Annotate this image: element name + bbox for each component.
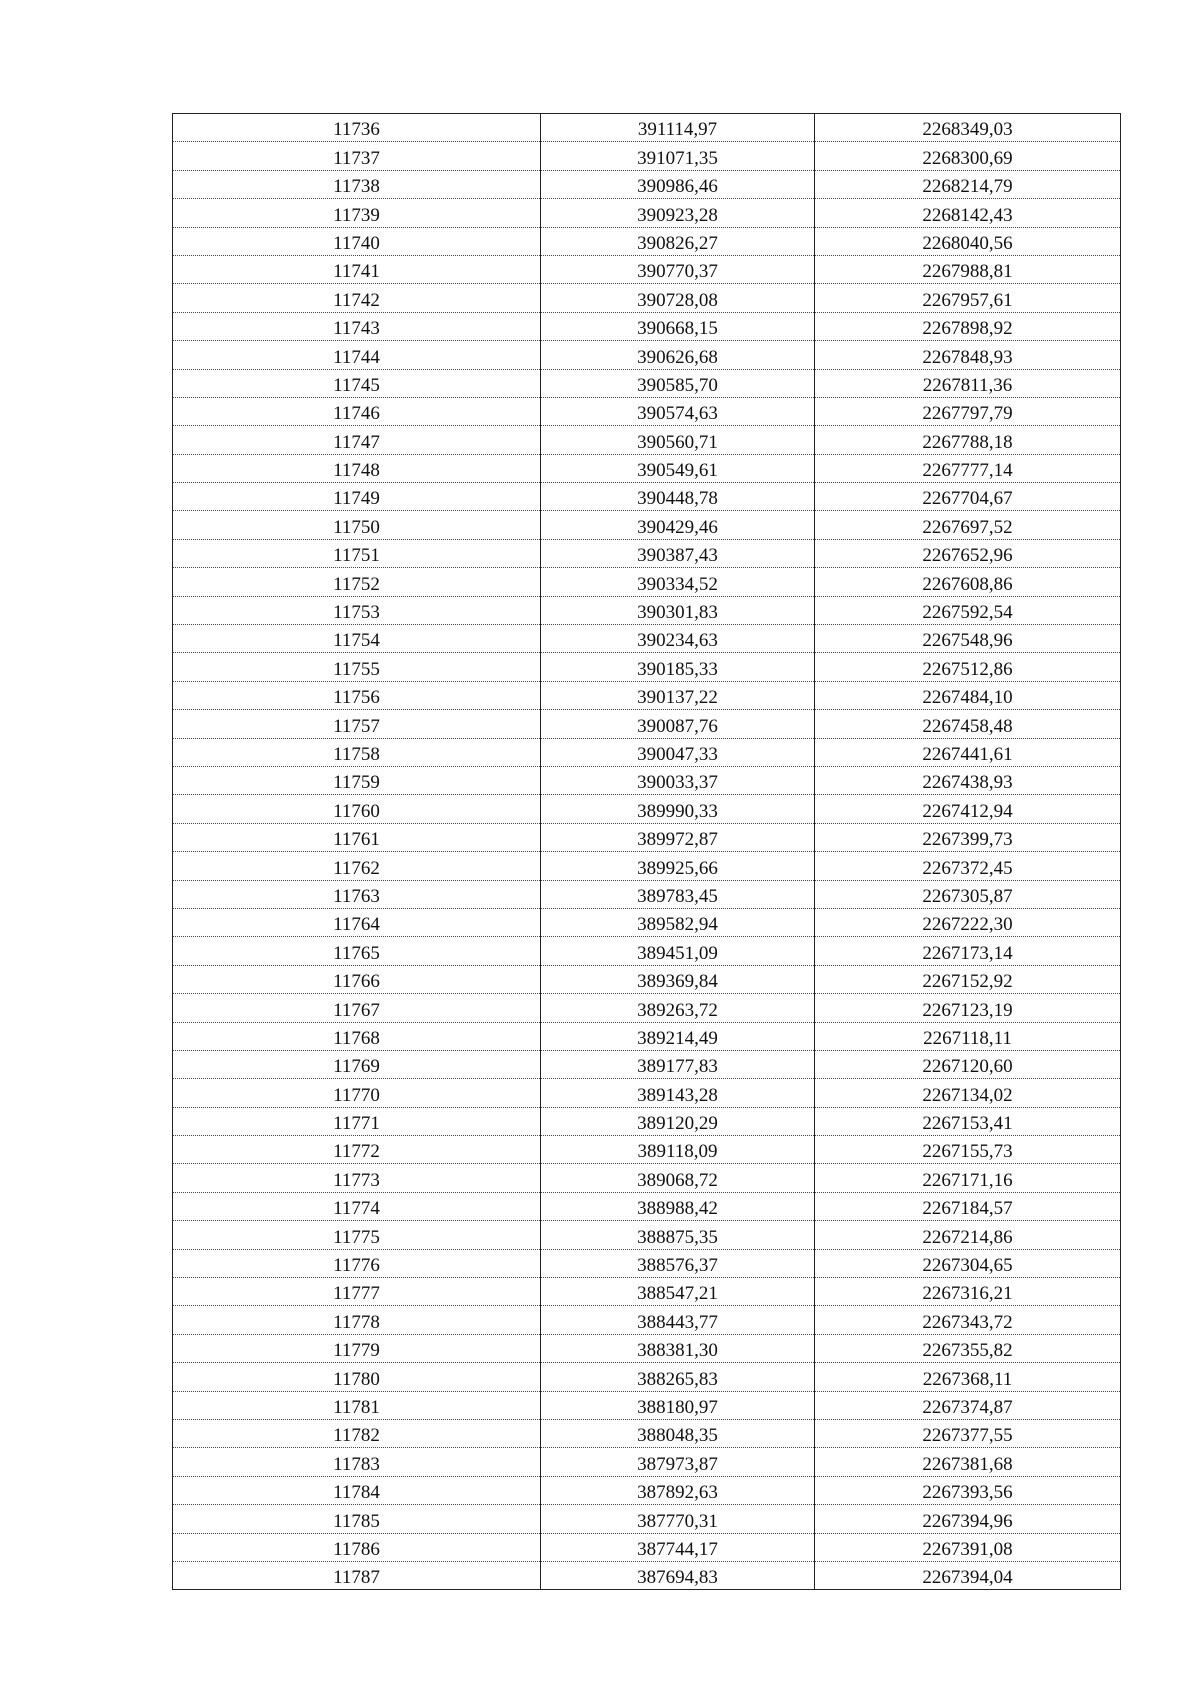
point-number-cell: 11749 bbox=[173, 483, 541, 511]
point-number-cell: 11755 bbox=[173, 653, 541, 681]
y-coordinate-cell: 2267697,52 bbox=[815, 511, 1121, 539]
point-number-cell: 11740 bbox=[173, 227, 541, 255]
point-number-cell: 11750 bbox=[173, 511, 541, 539]
point-number-cell: 11765 bbox=[173, 937, 541, 965]
x-coordinate-cell: 388988,42 bbox=[541, 1192, 815, 1220]
point-number-cell: 11738 bbox=[173, 170, 541, 198]
point-number-cell: 11752 bbox=[173, 568, 541, 596]
y-coordinate-cell: 2267214,86 bbox=[815, 1221, 1121, 1249]
y-coordinate-cell: 2267153,41 bbox=[815, 1107, 1121, 1135]
point-number-cell: 11776 bbox=[173, 1249, 541, 1277]
y-coordinate-cell: 2267399,73 bbox=[815, 823, 1121, 851]
x-coordinate-cell: 389068,72 bbox=[541, 1164, 815, 1192]
x-coordinate-cell: 390301,83 bbox=[541, 596, 815, 624]
y-coordinate-cell: 2267173,14 bbox=[815, 937, 1121, 965]
x-coordinate-cell: 389143,28 bbox=[541, 1079, 815, 1107]
table-row bbox=[173, 1448, 1121, 1476]
table-row bbox=[173, 738, 1121, 766]
y-coordinate-cell: 2267412,94 bbox=[815, 795, 1121, 823]
x-coordinate-cell: 390923,28 bbox=[541, 199, 815, 227]
x-coordinate-cell: 391071,35 bbox=[541, 142, 815, 170]
x-coordinate-cell: 390429,46 bbox=[541, 511, 815, 539]
y-coordinate-cell: 2267184,57 bbox=[815, 1192, 1121, 1220]
y-coordinate-cell: 2267152,92 bbox=[815, 965, 1121, 993]
x-coordinate-cell: 390387,43 bbox=[541, 539, 815, 567]
x-coordinate-cell: 389263,72 bbox=[541, 994, 815, 1022]
x-coordinate-cell: 389990,33 bbox=[541, 795, 815, 823]
table-row bbox=[173, 255, 1121, 283]
table-row bbox=[173, 1136, 1121, 1164]
y-coordinate-cell: 2267374,87 bbox=[815, 1391, 1121, 1419]
y-coordinate-cell: 2267368,11 bbox=[815, 1363, 1121, 1391]
table-row bbox=[173, 114, 1121, 142]
table-row bbox=[173, 1561, 1121, 1589]
point-number-cell: 11753 bbox=[173, 596, 541, 624]
x-coordinate-cell: 390087,76 bbox=[541, 710, 815, 738]
y-coordinate-cell: 2267394,04 bbox=[815, 1561, 1121, 1589]
x-coordinate-cell: 387744,17 bbox=[541, 1533, 815, 1561]
table-row bbox=[173, 823, 1121, 851]
y-coordinate-cell: 2267171,16 bbox=[815, 1164, 1121, 1192]
table-row bbox=[173, 397, 1121, 425]
table-row bbox=[173, 1221, 1121, 1249]
table-row bbox=[173, 596, 1121, 624]
point-number-cell: 11770 bbox=[173, 1079, 541, 1107]
point-number-cell: 11744 bbox=[173, 341, 541, 369]
point-number-cell: 11736 bbox=[173, 114, 541, 142]
point-number-cell: 11777 bbox=[173, 1278, 541, 1306]
x-coordinate-cell: 388048,35 bbox=[541, 1419, 815, 1447]
coordinates-table bbox=[172, 113, 1121, 1590]
x-coordinate-cell: 390986,46 bbox=[541, 170, 815, 198]
y-coordinate-cell: 2268214,79 bbox=[815, 170, 1121, 198]
y-coordinate-cell: 2267123,19 bbox=[815, 994, 1121, 1022]
x-coordinate-cell: 388381,30 bbox=[541, 1334, 815, 1362]
point-number-cell: 11781 bbox=[173, 1391, 541, 1419]
table-row bbox=[173, 937, 1121, 965]
table-row bbox=[173, 284, 1121, 312]
table-row bbox=[173, 1079, 1121, 1107]
table-row bbox=[173, 1022, 1121, 1050]
point-number-cell: 11748 bbox=[173, 454, 541, 482]
y-coordinate-cell: 2267391,08 bbox=[815, 1533, 1121, 1561]
table-row bbox=[173, 142, 1121, 170]
point-number-cell: 11769 bbox=[173, 1050, 541, 1078]
y-coordinate-cell: 2267381,68 bbox=[815, 1448, 1121, 1476]
x-coordinate-cell: 387770,31 bbox=[541, 1505, 815, 1533]
table-row bbox=[173, 312, 1121, 340]
table-row bbox=[173, 1278, 1121, 1306]
table-row bbox=[173, 965, 1121, 993]
table-row bbox=[173, 1476, 1121, 1504]
x-coordinate-cell: 389177,83 bbox=[541, 1050, 815, 1078]
table-row bbox=[173, 454, 1121, 482]
y-coordinate-cell: 2267377,55 bbox=[815, 1419, 1121, 1447]
x-coordinate-cell: 389120,29 bbox=[541, 1107, 815, 1135]
x-coordinate-cell: 391114,97 bbox=[541, 114, 815, 142]
x-coordinate-cell: 388180,97 bbox=[541, 1391, 815, 1419]
x-coordinate-cell: 390668,15 bbox=[541, 312, 815, 340]
y-coordinate-cell: 2268040,56 bbox=[815, 227, 1121, 255]
y-coordinate-cell: 2267441,61 bbox=[815, 738, 1121, 766]
x-coordinate-cell: 389369,84 bbox=[541, 965, 815, 993]
table-row bbox=[173, 994, 1121, 1022]
table-row bbox=[173, 681, 1121, 709]
x-coordinate-cell: 390770,37 bbox=[541, 255, 815, 283]
y-coordinate-cell: 2267788,18 bbox=[815, 426, 1121, 454]
y-coordinate-cell: 2267797,79 bbox=[815, 397, 1121, 425]
x-coordinate-cell: 390728,08 bbox=[541, 284, 815, 312]
y-coordinate-cell: 2267118,11 bbox=[815, 1022, 1121, 1050]
point-number-cell: 11773 bbox=[173, 1164, 541, 1192]
point-number-cell: 11778 bbox=[173, 1306, 541, 1334]
point-number-cell: 11768 bbox=[173, 1022, 541, 1050]
x-coordinate-cell: 390585,70 bbox=[541, 369, 815, 397]
point-number-cell: 11786 bbox=[173, 1533, 541, 1561]
x-coordinate-cell: 390560,71 bbox=[541, 426, 815, 454]
y-coordinate-cell: 2267811,36 bbox=[815, 369, 1121, 397]
y-coordinate-cell: 2268349,03 bbox=[815, 114, 1121, 142]
x-coordinate-cell: 389783,45 bbox=[541, 880, 815, 908]
y-coordinate-cell: 2267372,45 bbox=[815, 852, 1121, 880]
point-number-cell: 11774 bbox=[173, 1192, 541, 1220]
point-number-cell: 11784 bbox=[173, 1476, 541, 1504]
x-coordinate-cell: 387694,83 bbox=[541, 1561, 815, 1589]
point-number-cell: 11746 bbox=[173, 397, 541, 425]
table-row bbox=[173, 653, 1121, 681]
y-coordinate-cell: 2267134,02 bbox=[815, 1079, 1121, 1107]
point-number-cell: 11762 bbox=[173, 852, 541, 880]
table-row bbox=[173, 426, 1121, 454]
table-row bbox=[173, 483, 1121, 511]
point-number-cell: 11779 bbox=[173, 1334, 541, 1362]
point-number-cell: 11767 bbox=[173, 994, 541, 1022]
x-coordinate-cell: 390549,61 bbox=[541, 454, 815, 482]
point-number-cell: 11775 bbox=[173, 1221, 541, 1249]
point-number-cell: 11783 bbox=[173, 1448, 541, 1476]
table-row bbox=[173, 795, 1121, 823]
table-row bbox=[173, 369, 1121, 397]
x-coordinate-cell: 387892,63 bbox=[541, 1476, 815, 1504]
point-number-cell: 11782 bbox=[173, 1419, 541, 1447]
y-coordinate-cell: 2267704,67 bbox=[815, 483, 1121, 511]
x-coordinate-cell: 389214,49 bbox=[541, 1022, 815, 1050]
y-coordinate-cell: 2267120,60 bbox=[815, 1050, 1121, 1078]
y-coordinate-cell: 2267484,10 bbox=[815, 681, 1121, 709]
y-coordinate-cell: 2267438,93 bbox=[815, 766, 1121, 794]
point-number-cell: 11756 bbox=[173, 681, 541, 709]
table-row bbox=[173, 1050, 1121, 1078]
y-coordinate-cell: 2268300,69 bbox=[815, 142, 1121, 170]
x-coordinate-cell: 388576,37 bbox=[541, 1249, 815, 1277]
table-row bbox=[173, 1533, 1121, 1561]
table-row bbox=[173, 568, 1121, 596]
y-coordinate-cell: 2267957,61 bbox=[815, 284, 1121, 312]
y-coordinate-cell: 2267316,21 bbox=[815, 1278, 1121, 1306]
x-coordinate-cell: 388547,21 bbox=[541, 1278, 815, 1306]
y-coordinate-cell: 2267355,82 bbox=[815, 1334, 1121, 1362]
x-coordinate-cell: 390448,78 bbox=[541, 483, 815, 511]
table-row bbox=[173, 625, 1121, 653]
table-row bbox=[173, 511, 1121, 539]
x-coordinate-cell: 390826,27 bbox=[541, 227, 815, 255]
point-number-cell: 11747 bbox=[173, 426, 541, 454]
table-row bbox=[173, 1306, 1121, 1334]
table-row bbox=[173, 1505, 1121, 1533]
y-coordinate-cell: 2267394,96 bbox=[815, 1505, 1121, 1533]
x-coordinate-cell: 387973,87 bbox=[541, 1448, 815, 1476]
point-number-cell: 11780 bbox=[173, 1363, 541, 1391]
y-coordinate-cell: 2268142,43 bbox=[815, 199, 1121, 227]
table-row bbox=[173, 1391, 1121, 1419]
table-row bbox=[173, 908, 1121, 936]
table-row bbox=[173, 852, 1121, 880]
y-coordinate-cell: 2267988,81 bbox=[815, 255, 1121, 283]
x-coordinate-cell: 388875,35 bbox=[541, 1221, 815, 1249]
y-coordinate-cell: 2267155,73 bbox=[815, 1136, 1121, 1164]
point-number-cell: 11759 bbox=[173, 766, 541, 794]
table-row bbox=[173, 1249, 1121, 1277]
y-coordinate-cell: 2267848,93 bbox=[815, 341, 1121, 369]
x-coordinate-cell: 390137,22 bbox=[541, 681, 815, 709]
point-number-cell: 11739 bbox=[173, 199, 541, 227]
table-row bbox=[173, 710, 1121, 738]
point-number-cell: 11743 bbox=[173, 312, 541, 340]
point-number-cell: 11751 bbox=[173, 539, 541, 567]
y-coordinate-cell: 2267777,14 bbox=[815, 454, 1121, 482]
y-coordinate-cell: 2267222,30 bbox=[815, 908, 1121, 936]
x-coordinate-cell: 389451,09 bbox=[541, 937, 815, 965]
point-number-cell: 11771 bbox=[173, 1107, 541, 1135]
table-row bbox=[173, 1363, 1121, 1391]
point-number-cell: 11785 bbox=[173, 1505, 541, 1533]
y-coordinate-cell: 2267512,86 bbox=[815, 653, 1121, 681]
point-number-cell: 11741 bbox=[173, 255, 541, 283]
point-number-cell: 11772 bbox=[173, 1136, 541, 1164]
point-number-cell: 11766 bbox=[173, 965, 541, 993]
x-coordinate-cell: 388443,77 bbox=[541, 1306, 815, 1334]
x-coordinate-cell: 390047,33 bbox=[541, 738, 815, 766]
y-coordinate-cell: 2267608,86 bbox=[815, 568, 1121, 596]
y-coordinate-cell: 2267548,96 bbox=[815, 625, 1121, 653]
point-number-cell: 11742 bbox=[173, 284, 541, 312]
table-row bbox=[173, 341, 1121, 369]
point-number-cell: 11758 bbox=[173, 738, 541, 766]
y-coordinate-cell: 2267458,48 bbox=[815, 710, 1121, 738]
y-coordinate-cell: 2267343,72 bbox=[815, 1306, 1121, 1334]
y-coordinate-cell: 2267592,54 bbox=[815, 596, 1121, 624]
table-row bbox=[173, 227, 1121, 255]
coordinates-table-body bbox=[173, 114, 1121, 1590]
table-row bbox=[173, 766, 1121, 794]
table-row bbox=[173, 199, 1121, 227]
x-coordinate-cell: 390185,33 bbox=[541, 653, 815, 681]
point-number-cell: 11760 bbox=[173, 795, 541, 823]
table-row bbox=[173, 1192, 1121, 1220]
y-coordinate-cell: 2267393,56 bbox=[815, 1476, 1121, 1504]
table-row bbox=[173, 1164, 1121, 1192]
x-coordinate-cell: 388265,83 bbox=[541, 1363, 815, 1391]
x-coordinate-cell: 390626,68 bbox=[541, 341, 815, 369]
table-row bbox=[173, 1419, 1121, 1447]
point-number-cell: 11761 bbox=[173, 823, 541, 851]
table-row bbox=[173, 1334, 1121, 1362]
point-number-cell: 11764 bbox=[173, 908, 541, 936]
table-row bbox=[173, 539, 1121, 567]
x-coordinate-cell: 390234,63 bbox=[541, 625, 815, 653]
y-coordinate-cell: 2267898,92 bbox=[815, 312, 1121, 340]
y-coordinate-cell: 2267652,96 bbox=[815, 539, 1121, 567]
point-number-cell: 11737 bbox=[173, 142, 541, 170]
x-coordinate-cell: 389925,66 bbox=[541, 852, 815, 880]
table-row bbox=[173, 170, 1121, 198]
point-number-cell: 11754 bbox=[173, 625, 541, 653]
point-number-cell: 11745 bbox=[173, 369, 541, 397]
table-row bbox=[173, 880, 1121, 908]
x-coordinate-cell: 389582,94 bbox=[541, 908, 815, 936]
point-number-cell: 11763 bbox=[173, 880, 541, 908]
y-coordinate-cell: 2267305,87 bbox=[815, 880, 1121, 908]
point-number-cell: 11787 bbox=[173, 1561, 541, 1589]
x-coordinate-cell: 389972,87 bbox=[541, 823, 815, 851]
x-coordinate-cell: 389118,09 bbox=[541, 1136, 815, 1164]
x-coordinate-cell: 390574,63 bbox=[541, 397, 815, 425]
point-number-cell: 11757 bbox=[173, 710, 541, 738]
x-coordinate-cell: 390334,52 bbox=[541, 568, 815, 596]
table-row bbox=[173, 1107, 1121, 1135]
x-coordinate-cell: 390033,37 bbox=[541, 766, 815, 794]
y-coordinate-cell: 2267304,65 bbox=[815, 1249, 1121, 1277]
